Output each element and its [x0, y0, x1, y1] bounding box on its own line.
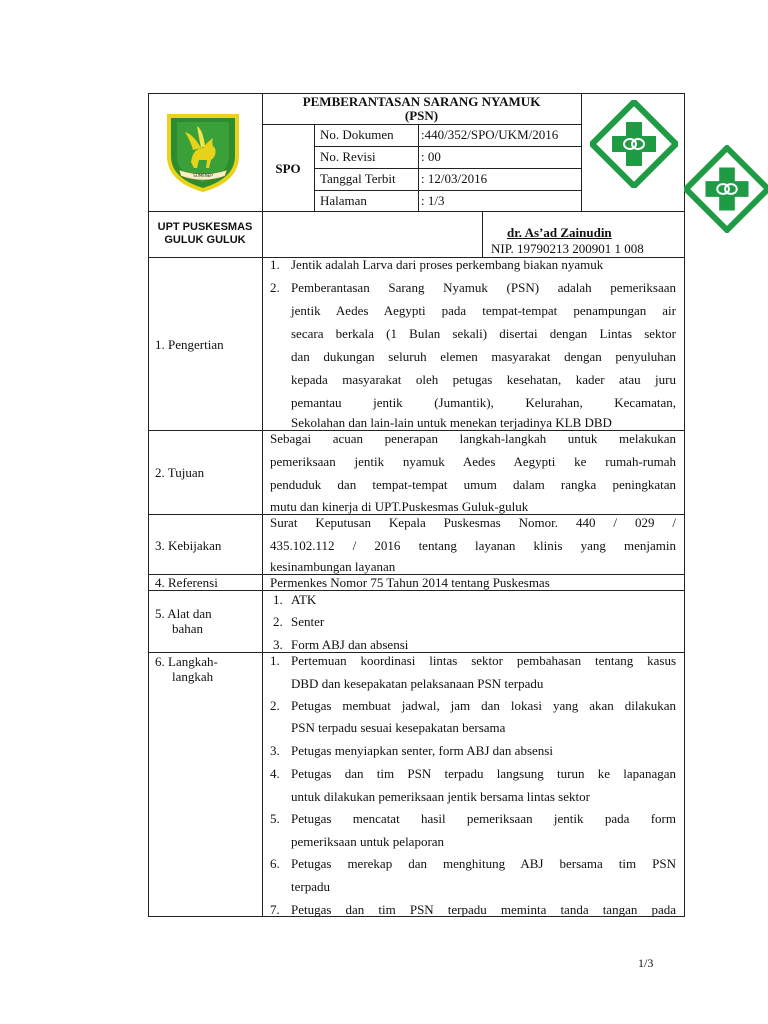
revision-value: : 00	[421, 149, 441, 164]
revision-label: No. Revisi	[320, 149, 376, 164]
langkah-item-4-num: 4.	[270, 766, 280, 781]
langkah-item-3-line-1: Petugas menyiapkan senter, form ABJ dan absensi	[291, 743, 553, 758]
tujuan-line-1: Sebagai acuan penerapan langkah-langkah untuk melakukan	[270, 431, 676, 446]
institution-line-1: UPT PUSKESMAS	[157, 221, 253, 233]
section-label-pengertian: 1. Pengertian	[155, 337, 224, 352]
puskesmas-logo-icon-outer	[684, 145, 768, 233]
title-line-2: (PSN)	[404, 108, 439, 123]
signer-name: dr. As’ad Zainudin	[507, 225, 612, 240]
referensi-text: Permenkes Nomor 75 Tahun 2014 tentang Puskesmas	[270, 575, 550, 590]
pengertian-item-1-num: 1.	[270, 257, 280, 272]
pengertian-item-2-num: 2.	[270, 280, 280, 295]
section-label-kebijakan: 3. Kebijakan	[155, 538, 222, 553]
pengertian-item-1-line-1: Jentik adalah Larva dari proses perkembang biakan nyamuk	[291, 257, 604, 272]
section-label-tujuan: 2. Tujuan	[155, 465, 205, 480]
section-label-alat	[155, 606, 212, 636]
langkah-label-line-1: 6. Langkah-	[155, 654, 218, 669]
alat-label-line-1: 5. Alat dan	[155, 606, 212, 621]
institution-line-2: GULUK GULUK	[164, 234, 246, 246]
kebijakan-line-2: 435.102.112 / 2016 tentang layanan klinis yang menjamin	[270, 538, 676, 553]
page-label: Halaman	[320, 193, 367, 208]
section-label-langkah	[155, 654, 218, 684]
kebijakan-line-3: kesinambungan layanan	[270, 559, 396, 574]
alat-item-3-num: 3.	[273, 637, 283, 652]
langkah-item-2-num: 2.	[270, 698, 280, 713]
pengertian-item-2-line-4: dan dukungan seluruh elemen masyarakat dengan penyuluhan	[291, 349, 676, 364]
langkah-item-1-line-2: DBD dan kesepakatan pelaksanaan PSN terpadu	[291, 676, 544, 691]
issue-date-value: : 12/03/2016	[421, 171, 488, 186]
crest-ribbon-text: SUMENEP	[193, 173, 213, 178]
langkah-item-7-num: 7.	[270, 902, 280, 917]
tujuan-line-3: penduduk dan tempat-tempat umum dalam rangka peningkatan	[270, 477, 676, 492]
pengertian-item-2-line-7: Sekolahan dan lain-lain untuk menekan terjadinya KLB DBD	[291, 415, 612, 430]
langkah-item-4-line-1: Petugas dan tim PSN terpadu langsung turun ke lapanagan	[291, 766, 676, 781]
pengertian-item-2-line-6: pemantau jentik (Jumantik), Kelurahan, Kecamatan,	[291, 395, 676, 410]
langkah-item-7-line-1: Petugas dan tim PSN terpadu meminta tanda tangan pada	[291, 902, 676, 917]
langkah-item-1-line-1: Pertemuan koordinasi lintas sektor pembahasan tentang kasus	[291, 653, 676, 668]
alat-item-3-text: Form ABJ dan absensi	[291, 637, 409, 652]
langkah-item-2-line-2: PSN terpadu sesuai kesepakatan bersama	[291, 720, 506, 735]
document-title	[262, 95, 581, 123]
pengertian-item-2-line-3: secara berkala (1 Bulan sekali) disertai dengan Lintas sektor	[291, 326, 676, 341]
section-label-referensi: 4. Referensi	[155, 575, 218, 590]
title-line-1: PEMBERANTASAN SARANG NYAMUK	[302, 94, 541, 109]
langkah-item-6-num: 6.	[270, 856, 280, 871]
puskesmas-logo-icon	[590, 100, 678, 188]
langkah-item-6-line-2: terpadu	[291, 879, 330, 894]
alat-item-1-num: 1.	[273, 592, 283, 607]
doc-number-label: No. Dokumen	[320, 127, 394, 142]
alat-item-1-text: ATK	[291, 592, 317, 607]
page-number: 1/3	[638, 956, 654, 970]
sumenep-crest-logo	[163, 112, 243, 192]
langkah-item-1-num: 1.	[270, 653, 280, 668]
issue-date-label: Tanggal Terbit	[320, 171, 396, 186]
signer-nip: NIP. 19790213 200901 1 008	[491, 241, 644, 256]
alat-label-line-2: bahan	[172, 621, 204, 636]
tujuan-line-4: mutu dan kinerja di UPT.Puskesmas Guluk-guluk	[270, 499, 529, 514]
alat-item-2-num: 2.	[273, 614, 283, 629]
spo-label: SPO	[275, 161, 301, 176]
langkah-item-5-line-2: pemeriksaan untuk pelaporan	[291, 834, 445, 849]
langkah-item-5-num: 5.	[270, 811, 280, 826]
langkah-item-5-line-1: Petugas mencatat hasil pemeriksaan jentik pada form	[291, 811, 676, 826]
langkah-item-3-num: 3.	[270, 743, 280, 758]
tujuan-line-2: pemeriksaan jentik nyamuk Aedes Aegypti ke rumah-rumah	[270, 454, 676, 469]
kebijakan-line-1: Surat Keputusan Kepala Puskesmas Nomor. 440 / 029 /	[270, 515, 676, 530]
langkah-label-line-2: langkah	[172, 669, 214, 684]
langkah-item-6-line-1: Petugas merekap dan menghitung ABJ bersama tim PSN	[291, 856, 676, 871]
page-value: : 1/3	[421, 193, 445, 208]
alat-item-2-text: Senter	[291, 614, 325, 629]
pengertian-item-2-line-5: kepada masyarakat oleh petugas kesehatan, kader atau juru	[291, 372, 676, 387]
pengertian-item-2-line-1: Pemberantasan Sarang Nyamuk (PSN) adalah pemeriksaan	[291, 280, 676, 295]
langkah-item-2-line-1: Petugas membuat jadwal, jam dan lokasi yang akan dilakukan	[291, 698, 676, 713]
pengertian-item-2-line-2: jentik Aedes Aegypti pada tempat-tempat penampungan air	[291, 303, 676, 318]
institution-name	[148, 221, 262, 247]
doc-number-value: :440/352/SPO/UKM/2016	[421, 127, 559, 142]
langkah-item-4-line-2: untuk dilakukan pemeriksaan jentik bersama lintas sektor	[291, 789, 590, 804]
